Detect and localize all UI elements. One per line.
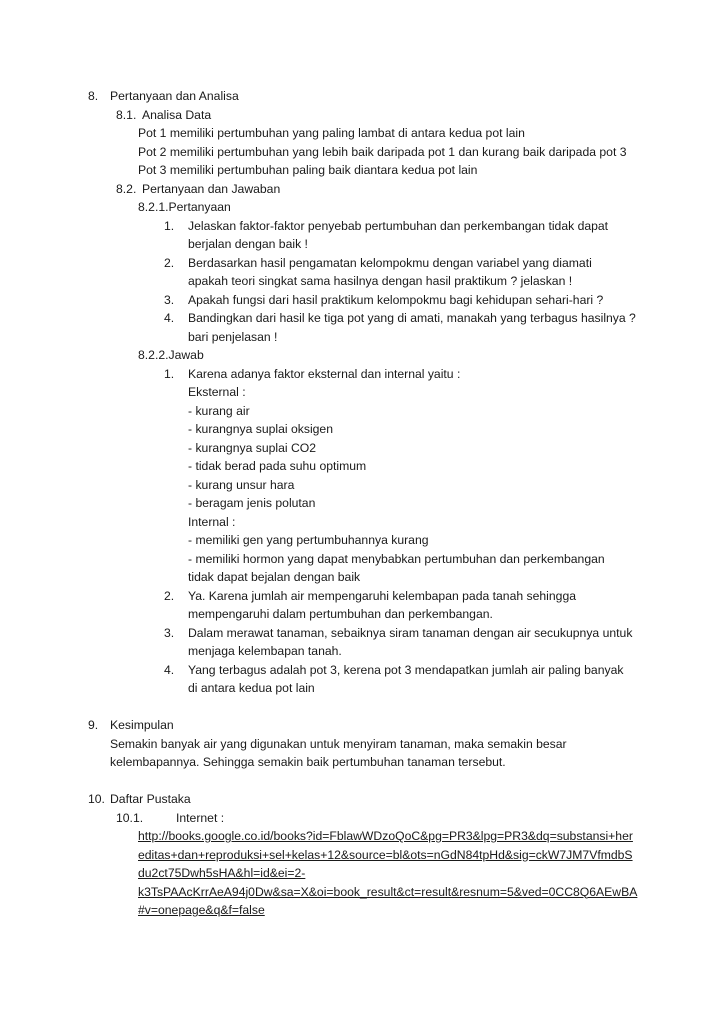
question-item-cont [0,235,728,254]
subsection-8-1-heading [0,106,728,125]
answer-item-cont [0,568,728,587]
item-text: tidak dapat bejalan dengan baik [188,570,361,584]
answer-item [0,624,728,643]
item-text: - kurang unsur hara [188,477,295,492]
spacer [0,698,728,717]
reference-link-line[interactable] [0,883,728,902]
item-text: mempengaruhi dalam pertumbuhan dan perkembangan. [188,607,493,621]
answer-item-cont [0,513,728,532]
item-text: Ya. Karena jumlah air mempengaruhi kelembapan pada tanah sehingga [188,588,576,603]
analysis-text: Pot 3 memiliki pertumbuhan paling baik diantara kedua pot lain [138,163,478,177]
item-number: 4. [164,311,175,325]
section-10-heading [0,790,728,809]
answer-item-cont [0,439,728,458]
item-number: 2. [164,255,175,270]
item-text: - memiliki gen yang pertumbuhannya kurang [188,533,429,547]
subsection-number: 8.1. [116,107,137,122]
item-text: bari penjelasan ! [188,329,278,344]
item-text: - kurangnya suplai oksigen [188,422,333,436]
conclusion-text: Semakin banyak air yang digunakan untuk menyiram tanaman, maka semakin besar [110,736,567,751]
subsection-title: 8.2.1.Pertanyaan [138,200,231,214]
subsection-title: 8.2.2.Jawab [138,348,204,362]
section-number: 9. [88,718,99,732]
answer-item-cont [0,476,728,495]
spacer [0,772,728,791]
subsection-title: Pertanyaan dan Jawaban [142,181,281,196]
question-item [0,254,728,273]
question-item [0,309,728,328]
answer-item-cont [0,494,728,513]
reference-link[interactable]: du2ct75Dwh5sHA&hl=id&ei=2- [138,866,306,880]
conclusion-line [0,735,728,754]
item-text: Eksternal : [188,385,246,399]
item-text: Dalam merawat tanaman, sebaiknya siram tanaman dengan air secukupnya untuk [188,625,633,640]
subsection-8-2-1-heading [0,198,728,217]
item-text: apakah teori singkat sama hasilnya dengan hasil praktikum ? jelaskan ! [188,274,573,288]
item-number: 2. [164,588,175,603]
item-number: 1. [164,218,175,233]
answer-item-cont [0,531,728,550]
answer-item-cont [0,402,728,421]
subsection-8-2-2-heading [0,346,728,365]
question-item [0,291,728,310]
reference-link[interactable]: #v=onepage&q&f=false [138,903,265,917]
answer-item-cont [0,420,728,439]
item-text: - kurangnya suplai CO2 [188,440,317,455]
item-text: Karena adanya faktor eksternal dan internal yaitu : [188,366,461,381]
item-text: Yang terbagus adalah pot 3, kerena pot 3 mendapatkan jumlah air paling banyak [188,662,624,677]
item-number: 3. [164,292,175,307]
question-item-cont [0,272,728,291]
analysis-line [0,161,728,180]
reference-link[interactable]: k3TsPAAcKrrAeA94j0Dw&sa=X&oi=book_result&ct=result&resnum=5&ved=0CC8Q6AEwBA [138,884,638,899]
analysis-text: Pot 2 memiliki pertumbuhan yang lebih baik daripada pot 1 dan kurang baik daripada pot 3 [138,144,627,159]
item-text: - memiliki hormon yang dapat menybabkan pertumbuhan dan perkembangan [188,551,605,566]
answer-item-cont [0,679,728,698]
section-number: 8. [88,89,99,103]
section-8-heading [0,87,728,106]
subsection-title: Internet : [176,810,225,825]
item-text: Jelaskan faktor-faktor penyebab pertumbuhan dan perkembangan tidak dapat [188,218,609,233]
answer-item [0,365,728,384]
subsection-8-2-heading [0,180,728,199]
reference-link-line[interactable] [0,846,728,865]
item-number: 3. [164,625,175,640]
answer-item [0,587,728,606]
question-item-cont [0,328,728,347]
item-text: Internal : [188,514,236,529]
subsection-10-1-heading [0,809,728,828]
section-title: Pertanyaan dan Analisa [110,89,239,103]
item-text: menjaga kelembapan tanah. [188,644,342,658]
section-title: Daftar Pustaka [110,792,191,806]
item-text: - kurang air [188,403,250,418]
conclusion-text: kelembapannya. Sehingga semakin baik pertumbuhan tanaman tersebut. [110,755,506,769]
item-text: - tidak berad pada suhu optimum [188,459,367,473]
section-9-heading [0,716,728,735]
item-text: di antara kedua pot lain [188,681,315,695]
section-title: Kesimpulan [110,718,174,732]
document-page [0,87,728,920]
item-number: 1. [164,366,175,381]
item-text: berjalan dengan baik ! [188,237,308,251]
reference-link[interactable]: editas+dan+reproduksi+sel+kelas+12&source=bl&ots=nGdN84tpHd&sig=ckW7JM7VfmdbS [138,847,633,862]
answer-item [0,661,728,680]
item-text: - beragam jenis polutan [188,496,316,510]
reference-link[interactable]: http://books.google.co.id/books?id=FblawWDzoQoC&pg=PR3&lpg=PR3&dq=substansi+her [138,829,633,843]
question-item [0,217,728,236]
subsection-number: 8.2. [116,181,137,196]
item-text: Bandingkan dari hasil ke tiga pot yang di amati, manakah yang terbagus hasilnya ? [188,311,636,325]
item-number: 4. [164,662,175,677]
answer-item-cont [0,550,728,569]
reference-link-line[interactable] [0,827,728,846]
answer-item-cont [0,605,728,624]
analysis-line [0,124,728,143]
reference-link-line[interactable] [0,901,728,920]
reference-link-line[interactable] [0,864,728,883]
item-text: Berdasarkan hasil pengamatan kelompokmu dengan variabel yang diamati [188,255,592,270]
analysis-line [0,143,728,162]
analysis-text: Pot 1 memiliki pertumbuhan yang paling lambat di antara kedua pot lain [138,126,525,140]
answer-item-cont [0,642,728,661]
answer-item-cont [0,457,728,476]
subsection-title: Analisa Data [142,107,212,122]
answer-item-cont [0,383,728,402]
conclusion-line [0,753,728,772]
item-text: Apakah fungsi dari hasil praktikum kelompokmu bagi kehidupan sehari-hari ? [188,292,604,307]
subsection-number: 10.1. [116,810,144,825]
section-number: 10. [88,792,105,806]
